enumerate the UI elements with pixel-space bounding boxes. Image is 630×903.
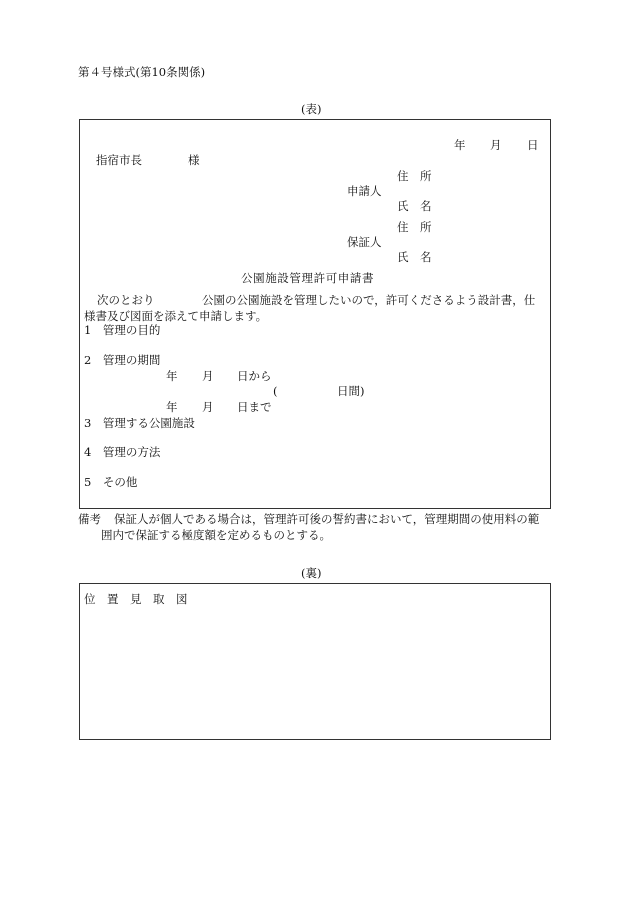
period-to-year: 年 xyxy=(166,400,178,414)
applicant-name-label: 氏 名 xyxy=(397,199,432,213)
item-facility: 3 管理する公園施設 xyxy=(84,416,195,430)
item-purpose: 1 管理の目的 xyxy=(84,323,161,337)
form-number: 第４号様式(第10条関係) xyxy=(78,65,206,79)
date-year: 年 xyxy=(454,138,466,152)
body-text-rest: 公園の公園施設を管理したいので，許可くださるよう設計書，仕 xyxy=(202,293,536,307)
period-to-suffix: 日まで xyxy=(237,400,272,414)
date-month: 月 xyxy=(490,138,502,152)
applicant-address-label: 住 所 xyxy=(397,169,432,183)
location-map-title: 位 置 見 取 図 xyxy=(84,592,188,606)
addressee-honorific: 様 xyxy=(188,153,200,167)
remarks-label: 備考 xyxy=(78,512,101,526)
period-from-year: 年 xyxy=(166,369,178,383)
guarantor-name-label: 氏 名 xyxy=(397,250,432,264)
period-from-suffix: 日から xyxy=(237,369,272,383)
period-days-open: ( xyxy=(273,384,278,398)
item-other: 5 その他 xyxy=(84,475,138,489)
item-period: 2 管理の期間 xyxy=(84,353,161,367)
body-text-line2: 様書及び図面を添えて申請します。 xyxy=(84,309,268,323)
item-method: 4 管理の方法 xyxy=(84,445,161,459)
applicant-label: 申請人 xyxy=(347,184,382,198)
guarantor-label: 保証人 xyxy=(347,235,382,249)
date-day: 日 xyxy=(527,138,539,152)
back-side-label: (裏) xyxy=(301,566,322,580)
guarantor-address-label: 住 所 xyxy=(397,220,432,234)
form-title: 公園施設管理許可申請書 xyxy=(241,271,375,285)
remarks-line2: 囲内で保証する極度額を定めるものとする。 xyxy=(101,528,331,542)
back-form-box xyxy=(79,583,551,740)
period-from-month: 月 xyxy=(202,369,214,383)
period-to-month: 月 xyxy=(202,400,214,414)
addressee-name: 指宿市長 xyxy=(96,153,142,167)
remarks-line1: 保証人が個人である場合は，管理許可後の誓約書において，管理期間の使用料の範 xyxy=(114,512,540,526)
period-days-close: 日間) xyxy=(337,384,365,398)
front-side-label: (表) xyxy=(301,102,322,116)
body-text-start: 次のとおり xyxy=(97,293,155,307)
front-form-box xyxy=(79,119,551,509)
